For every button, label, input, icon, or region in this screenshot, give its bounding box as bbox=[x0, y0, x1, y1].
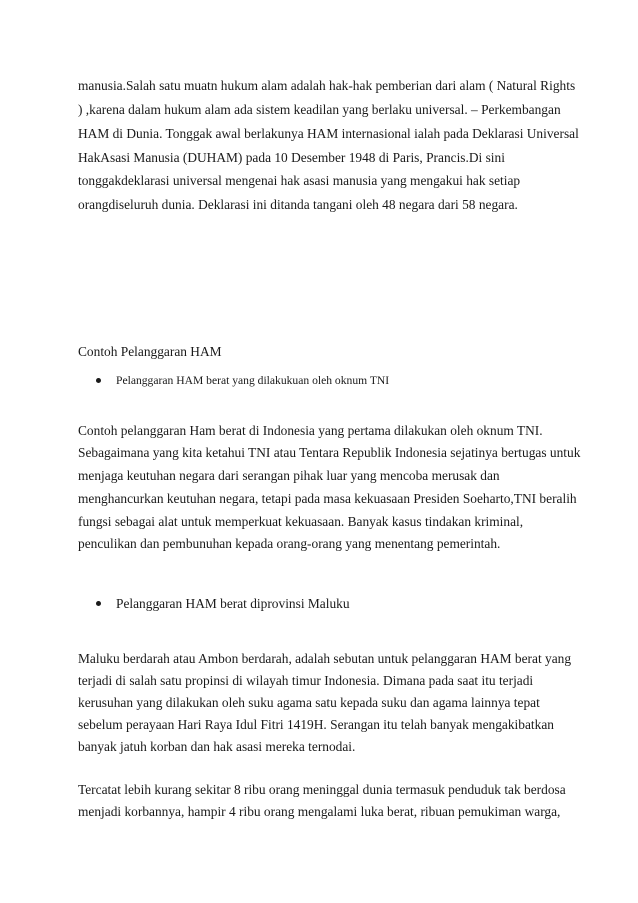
paragraph-1-line: HakAsasi Manusia (DUHAM) pada 10 Desember 1948 di Paris, Prancis.Di sini bbox=[78, 150, 505, 165]
paragraph-3-line: banyak jatuh korban dan hak asasi mereka ternodai. bbox=[78, 739, 356, 754]
paragraph-4-line: menjadi korbannya, hampir 4 ribu orang mengalami luka berat, ribuan pemukiman warga, bbox=[78, 804, 561, 819]
paragraph-1-line: HAM di Dunia. Tonggak awal berlakunya HAM internasional ialah pada Deklarasi Universal bbox=[78, 126, 579, 141]
paragraph-2-line: menjaga keutuhan negara dari serangan pihak luar yang mencoba merusak dan bbox=[78, 468, 500, 483]
paragraph-3-line: terjadi di salah satu propinsi di wilayah timur Indonesia. Dimana pada saat itu terjadi bbox=[78, 673, 534, 688]
paragraph-4-line: Tercatat lebih kurang sekitar 8 ribu orang meninggal dunia termasuk penduduk tak berdosa bbox=[78, 782, 566, 797]
paragraph-2-line: penculikan dan pembunuhan kepada orang-orang yang menentang pemerintah. bbox=[78, 536, 501, 551]
paragraph-2-line: Sebagaimana yang kita ketahui TNI atau Tentara Republik Indonesia sejatinya bertugas untuk bbox=[78, 445, 581, 460]
bullet-item: Pelanggaran HAM berat diprovinsi Maluku bbox=[116, 596, 350, 611]
paragraph-1-line: tonggakdeklarasi universal mengenai hak asasi manusia yang mengakui hak setiap bbox=[78, 173, 521, 188]
paragraph-2-line: menghancurkan keutuhan negara, tetapi pada masa kekuasaan Presiden Soeharto,TNI beralih bbox=[78, 491, 577, 506]
paragraph-1-line: orangdiseluruh dunia. Deklarasi ini ditanda tangani oleh 48 negara dari 58 negara. bbox=[78, 197, 518, 212]
bullet-icon bbox=[96, 601, 101, 606]
paragraph-3-line: kerusuhan yang dilakukan oleh suku agama satu kepada suku dan agama lainnya tepat bbox=[78, 695, 540, 710]
paragraph-1-line: manusia.Salah satu muatn hukum alam adalah hak-hak pemberian dari alam ( Natural Rights bbox=[78, 78, 576, 93]
paragraph-3-line: sebelum perayaan Hari Raya Idul Fitri 1419H. Serangan itu telah banyak mengakibatkan bbox=[78, 717, 554, 732]
paragraph-3-line: Maluku berdarah atau Ambon berdarah, adalah sebutan untuk pelanggaran HAM berat yang bbox=[78, 651, 572, 666]
paragraph-1-line: ) ,karena dalam hukum alam ada sistem keadilan yang berlaku universal. – Perkembangan bbox=[78, 102, 561, 117]
bullet-icon bbox=[96, 378, 101, 383]
paragraph-2-line: fungsi sebagai alat untuk memperkuat kekuasaan. Banyak kasus tindakan kriminal, bbox=[78, 514, 524, 529]
bullet-item: Pelanggaran HAM berat yang dilakukuan oleh oknum TNI bbox=[116, 374, 390, 387]
paragraph-2-line: Contoh pelanggaran Ham berat di Indonesia yang pertama dilakukan oleh oknum TNI. bbox=[78, 423, 543, 438]
section-heading: Contoh Pelanggaran HAM bbox=[78, 344, 222, 359]
